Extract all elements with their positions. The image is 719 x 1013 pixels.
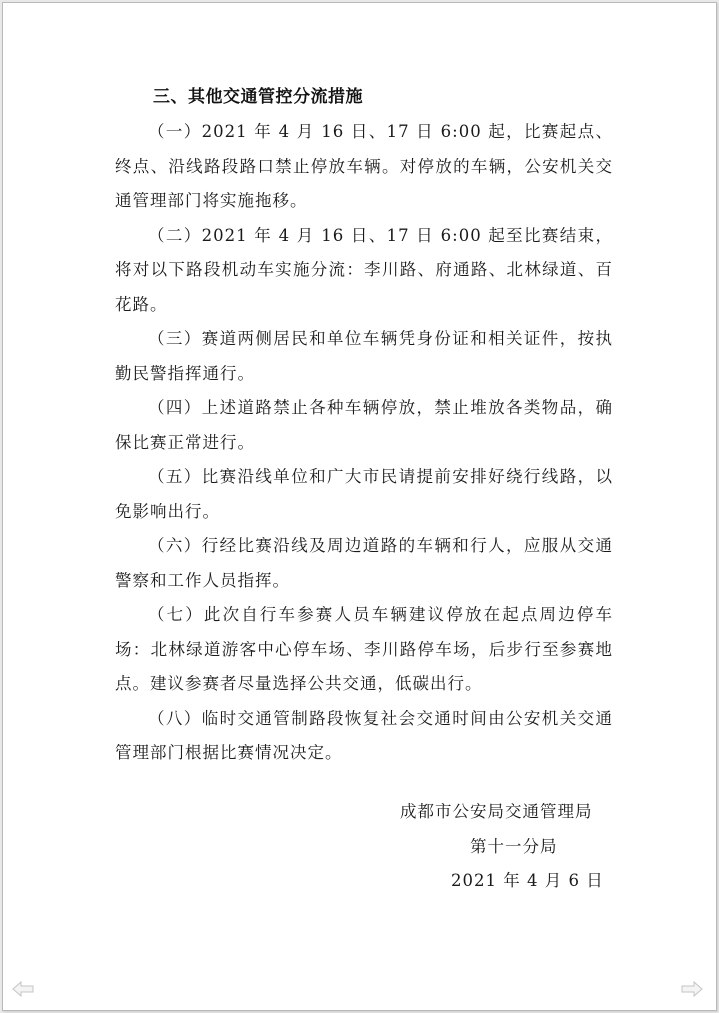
- paragraph-6: （六）行经比赛沿线及周边道路的车辆和行人，应服从交通警察和工作人员指挥。: [115, 536, 613, 590]
- paragraph-2: （二）2021 年 4 月 16 日、17 日 6:00 起至比赛结束，将对以下路段机动车实施分流：李川路、府通路、北林绿道、百花路。: [115, 225, 613, 314]
- section-heading: 三、其他交通管控分流措施: [153, 87, 363, 107]
- signature-sub-bureau: 第十一分局: [470, 837, 558, 856]
- paragraph-7: （七）此次自行车参赛人员车辆建议停放在起点周边停车场：北林绿道游客中心停车场、李川路停车场，后步行至参赛地点。建议参赛者尽量选择公共交通，低碳出行。: [115, 605, 613, 693]
- signature-date: 2021 年 4 月 6 日: [451, 871, 604, 890]
- arrow-right-icon: [681, 980, 703, 998]
- paragraph-1: （一）2021 年 4 月 16 日、17 日 6:00 起，比赛起点、终点、沿线路段路口禁止停放车辆。对停放的车辆，公安机关交通管理部门将实施拖移。: [115, 122, 613, 210]
- body-text: [115, 115, 613, 771]
- signature-organization: 成都市公安局交通管理局: [400, 802, 593, 821]
- paragraph-3: （三）赛道两侧居民和单位车辆凭身份证和相关证件，按执勤民警指挥通行。: [115, 329, 613, 383]
- paragraph-5: （五）比赛沿线单位和广大市民请提前安排好绕行线路，以免影响出行。: [115, 467, 613, 521]
- paragraph-8: （八）临时交通管制路段恢复社会交通时间由公安机关交通管理部门根据比赛情况决定。: [115, 708, 613, 762]
- document-page: [2, 2, 717, 1011]
- prev-page-button[interactable]: [12, 980, 34, 998]
- next-page-button[interactable]: [681, 980, 703, 998]
- arrow-left-icon: [12, 980, 34, 998]
- paragraph-4: （四）上述道路禁止各种车辆停放，禁止堆放各类物品，确保比赛正常进行。: [115, 398, 613, 452]
